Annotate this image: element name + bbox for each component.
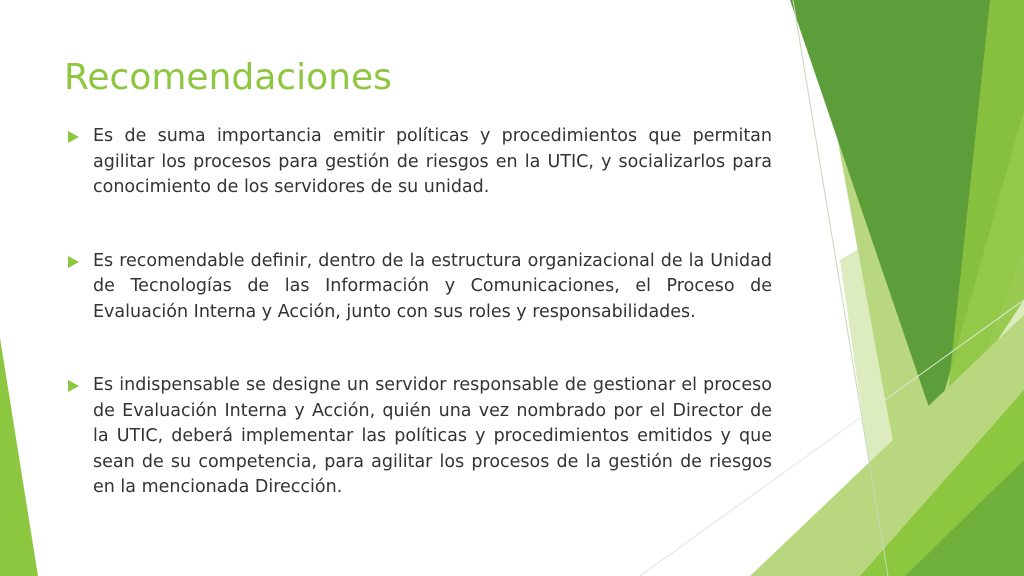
bullet-text: Es indispensable se designe un servidor responsable de gestionar el proceso de Evaluación Interna y Acción, quién una vez nombrado por el Director de la UTIC, deberá implementar las políticas y procedimientos emitidos y que sean de su competencia, para agilitar los procesos de la gestión de riesgos en la mencionada Dirección.: [93, 375, 772, 497]
bullet-text: Es de suma importancia emitir políticas y procedimientos que permitan agilitar los procesos para gestión de riesgos en la UTIC, y socializarlos para conocimiento de los servidores de su unidad.: [93, 126, 772, 197]
bullet-text: Es recomendable definir, dentro de la estructura organizacional de la Unidad de Tecnologías de las Información y Comunicaciones, el Proceso de Evaluación Interna y Acción, junto con sus roles y responsabilidades.: [93, 250, 772, 322]
bullet-item: [64, 249, 772, 326]
bullet-item: [64, 373, 772, 501]
triangle-bullet-icon: [68, 380, 79, 392]
slide-title: Recomendaciones: [64, 57, 392, 98]
left-accent-shape: [0, 338, 38, 576]
bullet-list: [64, 124, 772, 501]
triangle-bullet-icon: [68, 131, 79, 143]
triangle-bullet-icon: [68, 256, 79, 268]
bullet-item: [64, 124, 772, 201]
